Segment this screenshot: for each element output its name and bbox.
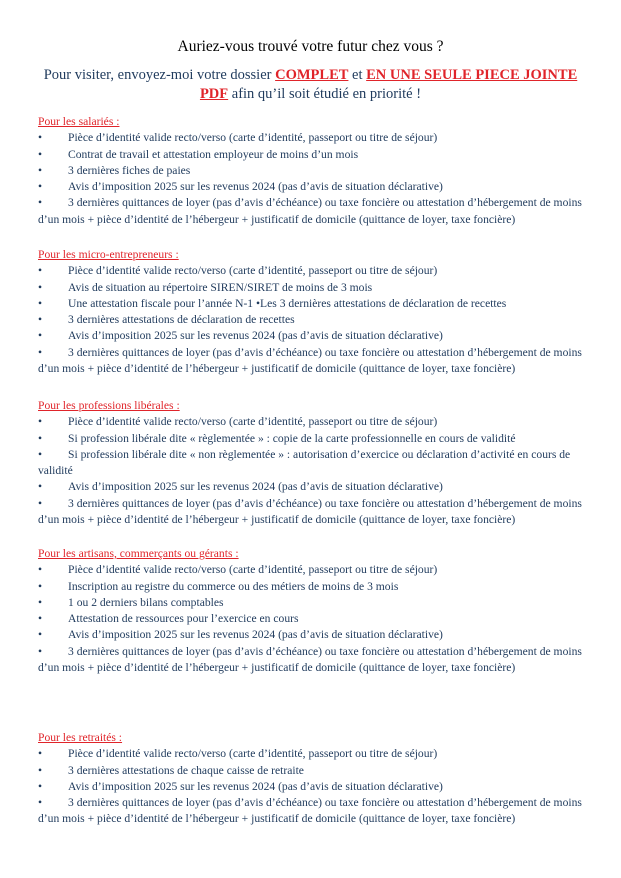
list-item xyxy=(38,779,598,795)
bullet-icon: • xyxy=(38,628,43,642)
bullet-icon: • xyxy=(38,345,43,359)
document-list xyxy=(38,130,598,228)
bullet-icon: • xyxy=(38,196,43,210)
bullet-icon: • xyxy=(38,480,43,494)
list-item xyxy=(38,345,598,378)
section-artisans xyxy=(38,546,598,676)
bullet-icon: • xyxy=(38,131,43,145)
bullet-icon: • xyxy=(38,644,43,658)
list-item xyxy=(38,414,598,430)
bullet-icon: • xyxy=(38,747,43,761)
single-attachment-emphasis: EN UNE SEULE PIECE JOINTE xyxy=(366,67,578,83)
section-title: Pour les artisans, commerçants ou gérants : xyxy=(38,547,239,560)
item-text: Inscription au registre du commerce ou des métiers de moins de 3 mois xyxy=(68,579,399,593)
list-item xyxy=(38,195,598,228)
list-item xyxy=(38,130,598,146)
list-item xyxy=(38,611,598,627)
item-text: 3 dernières quittances de loyer (pas d’avis d’échéance) ou taxe foncière ou attestation d’hébergement de moins d’un mois + pièce d’identité de l’hébergeur + justificatif de domicile (quittance de loyer, taxe foncière) xyxy=(38,644,582,675)
list-item xyxy=(38,179,598,195)
item-text: Avis d’imposition 2025 sur les revenus 2024 (pas d’avis de situation déclarative) xyxy=(68,180,443,194)
list-item xyxy=(38,763,598,779)
section-title: Pour les professions libérales : xyxy=(38,399,180,412)
section-professions-liberales xyxy=(38,398,598,528)
list-item xyxy=(38,431,598,447)
item-text: Pièce d’identité valide recto/verso (carte d’identité, passeport ou titre de séjour) xyxy=(68,415,438,429)
bullet-icon: • xyxy=(38,313,43,327)
bullet-icon: • xyxy=(38,447,43,461)
list-item xyxy=(38,479,598,495)
intro-paragraph xyxy=(40,66,581,104)
list-item xyxy=(38,328,598,344)
intro-text-3: afin qu’il soit étudié en priorité ! xyxy=(228,86,422,102)
document-list xyxy=(38,562,598,676)
list-item xyxy=(38,280,598,296)
item-text: Si profession libérale dite « non règlementée » : autorisation d’exercice ou déclaration d’activité en cours de validité xyxy=(38,447,571,478)
item-text: 3 dernières quittances de loyer (pas d’avis d’échéance) ou taxe foncière ou attestation d’hébergement de moins d’un mois + pièce d’identité de l’hébergeur + justificatif de domicile (quittance de loyer, taxe foncière) xyxy=(38,496,582,527)
bullet-icon: • xyxy=(38,280,43,294)
intro-text-2: et xyxy=(348,67,367,83)
bullet-icon: • xyxy=(38,796,43,810)
list-item xyxy=(38,579,598,595)
list-item xyxy=(38,746,598,762)
complet-emphasis: COMPLET xyxy=(275,67,349,83)
pdf-emphasis: PDF xyxy=(199,86,229,102)
item-text: Avis de situation au répertoire SIREN/SIRET de moins de 3 mois xyxy=(68,280,373,294)
item-text: Pièce d’identité valide recto/verso (carte d’identité, passeport ou titre de séjour) xyxy=(68,747,438,761)
list-item xyxy=(38,312,598,328)
bullet-icon: • xyxy=(38,296,43,310)
intro-text-1: Pour visiter, envoyez-moi votre dossier xyxy=(43,67,276,83)
item-text: Pièce d’identité valide recto/verso (carte d’identité, passeport ou titre de séjour) xyxy=(68,264,438,278)
bullet-icon: • xyxy=(38,496,43,510)
bullet-icon: • xyxy=(38,779,43,793)
list-item xyxy=(38,163,598,179)
item-text: Une attestation fiscale pour l’année N-1 •Les 3 dernières attestations de déclaration de recettes xyxy=(68,296,507,310)
item-text: Attestation de ressources pour l’exercice en cours xyxy=(68,612,299,626)
document-list xyxy=(38,414,598,528)
bullet-icon: • xyxy=(38,563,43,577)
section-title: Pour les retraités : xyxy=(38,731,123,744)
bullet-icon: • xyxy=(38,415,43,429)
item-text: Avis d’imposition 2025 sur les revenus 2024 (pas d’avis de situation déclarative) xyxy=(68,779,443,793)
list-item xyxy=(38,595,598,611)
bullet-icon: • xyxy=(38,147,43,161)
bullet-icon: • xyxy=(38,264,43,278)
item-text: Avis d’imposition 2025 sur les revenus 2024 (pas d’avis de situation déclarative) xyxy=(68,329,443,343)
document-list xyxy=(38,263,598,377)
item-text: 1 ou 2 derniers bilans comptables xyxy=(68,595,224,609)
item-text: Avis d’imposition 2025 sur les revenus 2024 (pas d’avis de situation déclarative) xyxy=(68,628,443,642)
section-title: Pour les salariés : xyxy=(38,115,120,128)
list-item xyxy=(38,627,598,643)
item-text: Si profession libérale dite « règlementée » : copie de la carte professionnelle en cours de validité xyxy=(68,431,516,445)
list-item xyxy=(38,496,598,529)
list-item xyxy=(38,795,598,828)
item-text: 3 dernières fiches de paies xyxy=(68,163,191,177)
list-item xyxy=(38,263,598,279)
item-text: 3 dernières quittances de loyer (pas d’avis d’échéance) ou taxe foncière ou attestation d’hébergement de moins d’un mois + pièce d’identité de l’hébergeur + justificatif de domicile (quittance de loyer, taxe foncière) xyxy=(38,796,582,826)
list-item xyxy=(38,296,598,312)
item-text: Contrat de travail et attestation employeur de moins d’un mois xyxy=(68,147,359,161)
bullet-icon: • xyxy=(38,431,43,445)
bullet-icon: • xyxy=(38,763,43,777)
section-retraites xyxy=(38,730,598,828)
list-item xyxy=(38,562,598,578)
bullet-icon: • xyxy=(38,595,43,609)
item-text: Avis d’imposition 2025 sur les revenus 2024 (pas d’avis de situation déclarative) xyxy=(68,480,443,494)
bullet-icon: • xyxy=(38,579,43,593)
bullet-icon: • xyxy=(38,180,43,194)
list-item xyxy=(38,147,598,163)
section-salaries xyxy=(38,114,598,228)
item-text: 3 dernières attestations de déclaration de recettes xyxy=(68,313,295,327)
section-micro-entrepreneurs xyxy=(38,247,598,377)
item-text: Pièce d’identité valide recto/verso (carte d’identité, passeport ou titre de séjour) xyxy=(68,131,438,145)
item-text: Pièce d’identité valide recto/verso (carte d’identité, passeport ou titre de séjour) xyxy=(68,563,438,577)
list-item xyxy=(38,447,598,480)
page-title: Auriez-vous trouvé votre futur chez vous ? xyxy=(177,38,444,55)
section-title: Pour les micro-entrepreneurs : xyxy=(38,248,179,261)
bullet-icon: • xyxy=(38,612,43,626)
list-item xyxy=(38,644,598,677)
item-text: 3 dernières quittances de loyer (pas d’avis d’échéance) ou taxe foncière ou attestation d’hébergement de moins d’un mois + pièce d’identité de l’hébergeur + justificatif de domicile (quittance de loyer, taxe foncière) xyxy=(38,345,582,376)
bullet-icon: • xyxy=(38,329,43,343)
document-list xyxy=(38,746,598,827)
bullet-icon: • xyxy=(38,163,43,177)
item-text: 3 dernières quittances de loyer (pas d’avis d’échéance) ou taxe foncière ou attestation d’hébergement de moins d’un mois + pièce d’identité de l’hébergeur + justificatif de domicile (quittance de loyer, taxe foncière) xyxy=(38,196,582,226)
item-text: 3 dernières attestations de chaque caisse de retraite xyxy=(68,763,304,777)
